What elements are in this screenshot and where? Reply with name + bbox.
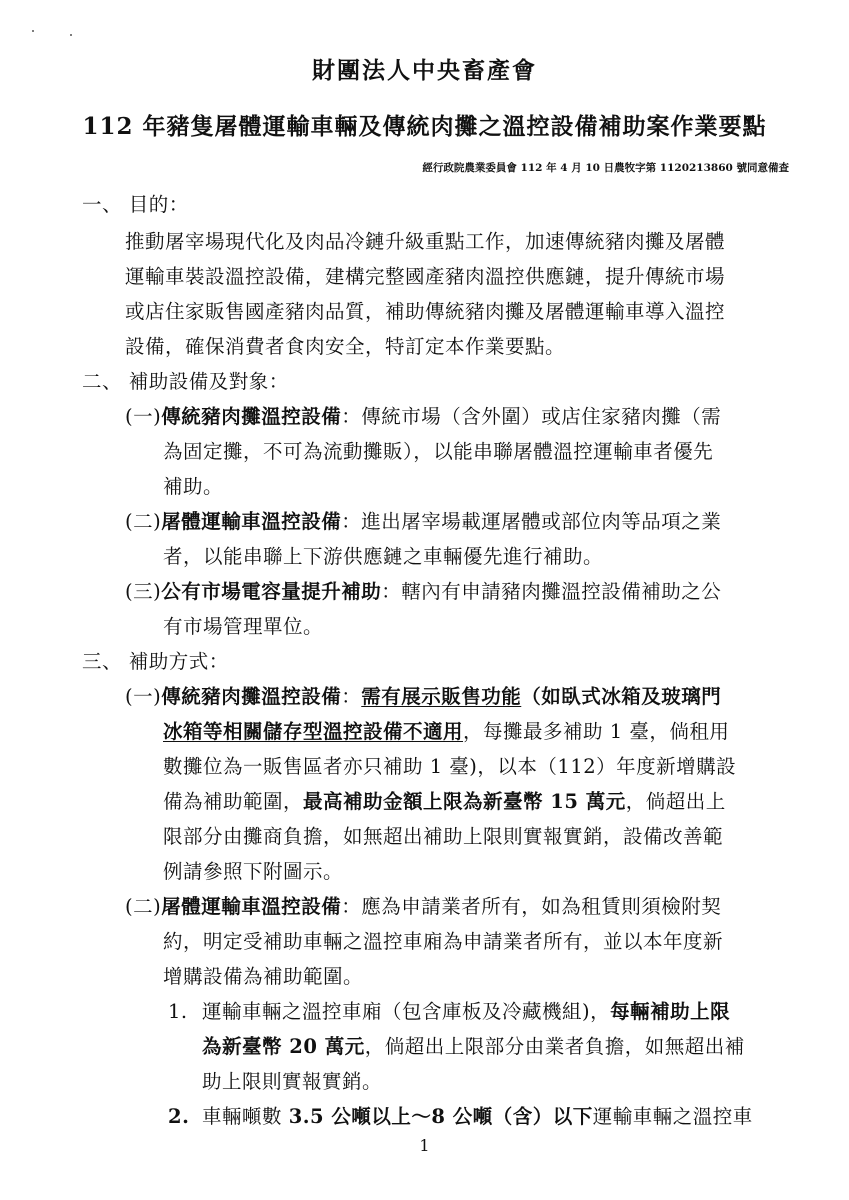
item-title: 公有市場電容量提升補助	[161, 580, 382, 603]
section-2-item-1	[125, 405, 721, 429]
section-2-heading: 二、 補助設備及對象：	[82, 370, 289, 393]
item-text: 運輸車輛之溫控車廂（包含庫板及冷藏機組)，	[202, 1000, 611, 1023]
section-2-item-1-line: 為固定攤，不可為流動攤販），以能串聯屠體溫控運輸車者優先	[163, 440, 714, 463]
section-1-line: 運輸車裝設溫控設備，建構完整國產豬肉溫控供應鏈，提升傳統市場	[125, 265, 726, 288]
section-1-line: 設備，確保消費者食肉安全，特訂定本作業要點。	[125, 335, 566, 358]
underlined-requirement: 冰箱等相關儲存型溫控設備不適用	[163, 720, 464, 743]
document-subtitle: 112 年豬隻屠體運輸車輛及傳統肉攤之溫控設備補助案作業要點	[82, 113, 767, 140]
section-3-item-1-line	[163, 790, 726, 814]
item-text: ，每攤最多補助 1 臺，倘租用	[463, 720, 730, 743]
underlined-requirement: 需有展示販售功能	[361, 685, 522, 708]
item-colon: ：	[341, 685, 362, 708]
sub-item-number: 2.	[168, 1105, 190, 1128]
item-number: (二)	[125, 510, 162, 533]
sub-item-1-line	[202, 1035, 745, 1059]
section-3-item-2	[125, 895, 721, 919]
item-number: (一)	[125, 405, 162, 428]
item-text: ，倘超出上限部分由業者負擔，如無超出補	[364, 1035, 745, 1058]
subsidy-cap: 為新臺幣 20 萬元	[202, 1035, 365, 1058]
item-text: 車輛噸數	[202, 1105, 289, 1128]
item-text: 運輸車輛之溫控車	[592, 1105, 753, 1128]
subsidy-cap: 最高補助金額上限為新臺幣 15 萬元	[303, 790, 626, 813]
tonnage-range: 3.5 公噸以上～8 公噸（含）以下	[288, 1105, 593, 1128]
section-1-line: 或店住家販售國產豬肉品質，補助傳統豬肉攤及屠體運輸車導入溫控	[125, 300, 726, 323]
section-2-item-3	[125, 580, 721, 604]
item-text: ，倘超出上	[625, 790, 726, 813]
approval-note: 經行政院農業委員會 112 年 4 月 10 日農牧字第 1120213860 號同意備查	[422, 162, 789, 174]
section-1-line: 推動屠宰場現代化及肉品冷鏈升級重點工作，加速傳統豬肉攤及屠體	[125, 230, 726, 253]
sub-item-2	[168, 1105, 753, 1129]
section-3-item-1-line: 例請參照下附圖示。	[163, 860, 344, 883]
section-2-item-1-line: 補助。	[163, 475, 224, 498]
item-title: 屠體運輸車溫控設備	[161, 510, 342, 533]
section-2-item-2-line: 者，以能串聯上下游供應鏈之車輛優先進行補助。	[163, 545, 604, 568]
scan-speck	[70, 34, 72, 36]
sub-item-1-line: 助上限則實報實銷。	[202, 1070, 383, 1093]
item-title: 傳統豬肉攤溫控設備	[161, 405, 342, 428]
section-3-item-2-line: 約，明定受補助車輛之溫控車廂為申請業者所有，並以本年度新	[163, 930, 724, 953]
section-3-item-1	[125, 685, 721, 709]
sub-item-1	[168, 1000, 730, 1024]
item-text: ：轄內有申請豬肉攤溫控設備補助之公	[381, 580, 722, 603]
section-3-item-1-line: 限部分由攤商負擔，如無超出補助上限則實報實銷，設備改善範	[163, 825, 724, 848]
item-text: ：應為申請業者所有，如為租賃則須檢附契	[341, 895, 722, 918]
sub-item-number: 1.	[168, 1000, 188, 1023]
section-2-item-3-line: 有市場管理單位。	[163, 615, 324, 638]
item-bold-text: （如臥式冰箱及玻璃門	[521, 685, 722, 708]
item-text: 備為補助範圍，	[163, 790, 304, 813]
item-title: 傳統豬肉攤溫控設備	[161, 685, 342, 708]
page-number: 1	[419, 1136, 430, 1155]
section-2-item-2	[125, 510, 721, 534]
document-title: 財團法人中央畜產會	[312, 57, 537, 84]
item-number: (二)	[125, 895, 162, 918]
item-title: 屠體運輸車溫控設備	[161, 895, 342, 918]
item-number: (三)	[125, 580, 162, 603]
item-text: ：進出屠宰場載運屠體或部位肉等品項之業	[341, 510, 722, 533]
section-3-item-1-line	[163, 720, 729, 744]
section-3-item-1-line: 數攤位為一販售區者亦只補助 1 臺)，以本（112）年度新增購設	[163, 755, 737, 778]
item-text: ：傳統市場（含外圍）或店住家豬肉攤（需	[341, 405, 722, 428]
item-number: (一)	[125, 685, 162, 708]
section-3-heading: 三、 補助方式：	[82, 650, 229, 673]
scan-speck	[32, 30, 34, 32]
section-1-heading: 一、 目的：	[82, 193, 189, 216]
section-3-item-2-line: 增購設備為補助範圍。	[163, 965, 364, 988]
subsidy-cap: 每輛補助上限	[610, 1000, 731, 1023]
